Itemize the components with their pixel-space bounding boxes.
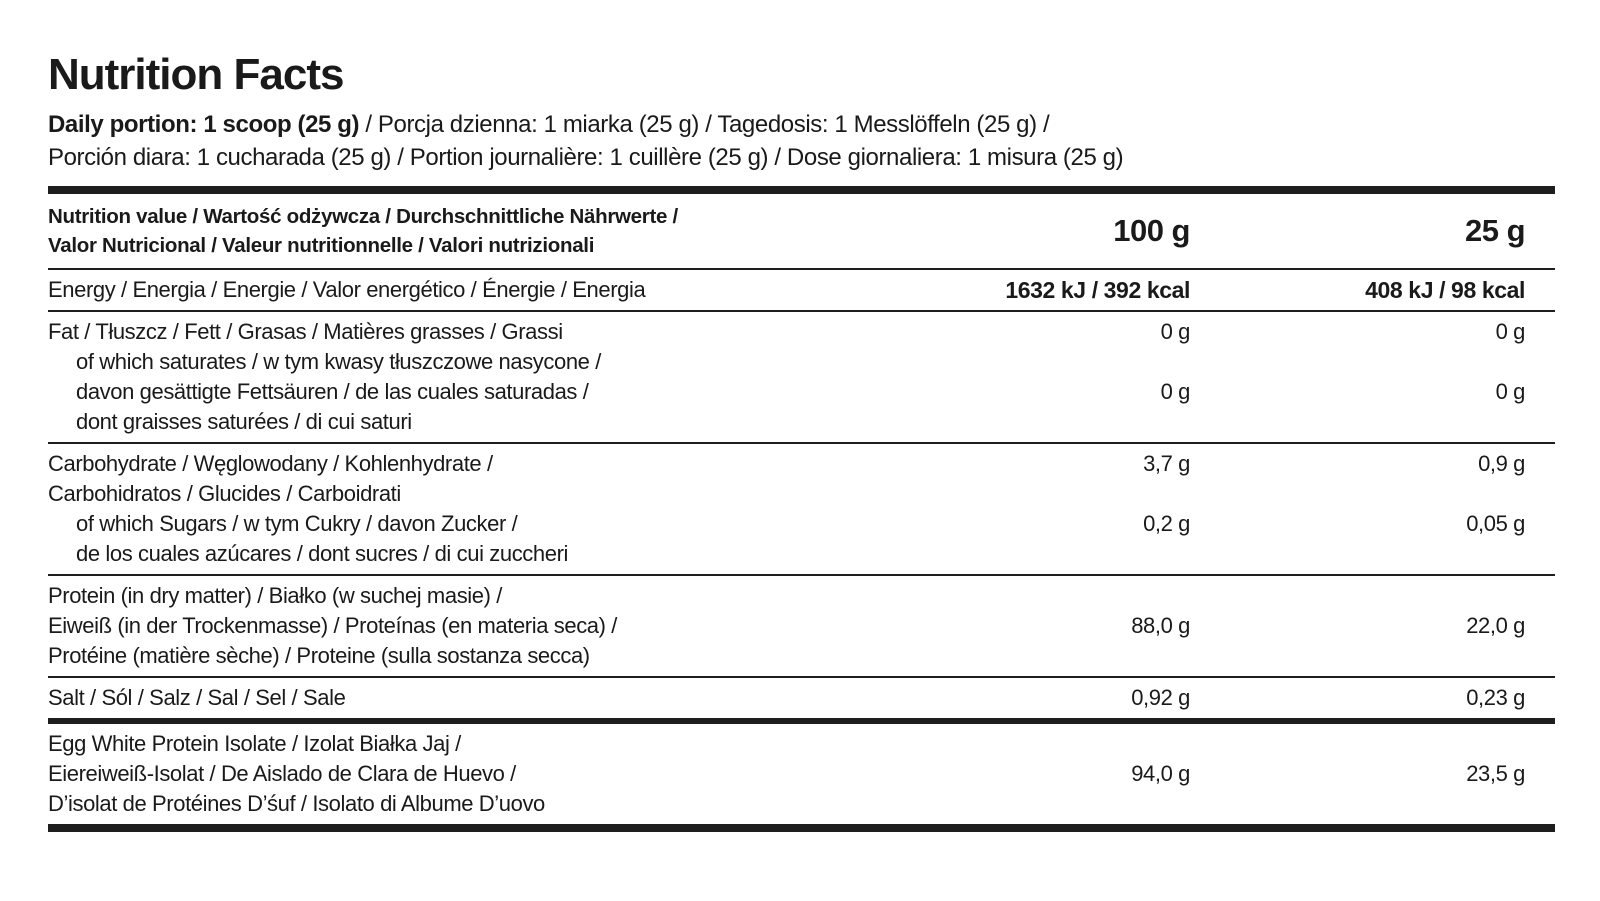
row-fat (48, 312, 1555, 444)
table-header-row (48, 194, 1555, 270)
value-100g: 94,0 g (1131, 761, 1190, 787)
header-label-line-1: Nutrition value / Wartość odżywcza / Durchschnittliche Nährwerte / (48, 204, 678, 228)
header-label-line-2: Valor Nutricional / Valeur nutritionnelle / Valori nutrizionali (48, 233, 595, 257)
value-25g: 22,0 g (1466, 613, 1525, 639)
nutrient-label: Carbohidratos / Glucides / Carboidrati (48, 481, 401, 507)
value-25g: 0,9 g (1478, 451, 1525, 477)
row-protein (48, 576, 1555, 678)
row-energy (48, 270, 1555, 312)
nutrient-label: Energy / Energia / Energie / Valor energético / Énergie / Energia (48, 277, 646, 303)
table-bottom-bar (48, 824, 1555, 832)
daily-portion-rest: / Porcja dzienna: 1 miarka (25 g) / Tagedosis: 1 Messlöffeln (25 g) / (359, 111, 1050, 139)
value-25g: 0 g (1495, 379, 1525, 405)
nutrient-sublabel: davon gesättigte Fettsäuren / de las cuales saturadas / (76, 379, 589, 405)
nutrient-label: Carbohydrate / Węglowodany / Kohlenhydrate / (48, 451, 493, 477)
row-egg-white-protein-isolate (48, 724, 1555, 824)
nutrient-label: Protein (in dry matter) / Białko (w suchej masie) / (48, 583, 502, 609)
nutrient-label: Eiweiß (in der Trockenmasse) / Proteínas (en materia seca) / (48, 613, 617, 639)
value-100g: 0 g (1160, 319, 1190, 345)
row-carbohydrate (48, 444, 1555, 576)
daily-portion-bold: Daily portion: 1 scoop (25 g) (48, 111, 360, 139)
col-header-100g: 100 g (1113, 213, 1190, 249)
nutrient-sublabel: dont graisses saturées / di cui saturi (76, 409, 412, 435)
nutrient-sublabel: de los cuales azúcares / dont sucres / di cui zuccheri (76, 541, 568, 567)
nutrient-label: Fat / Tłuszcz / Fett / Grasas / Matières grasses / Grassi (48, 319, 563, 345)
value-100g: 0,2 g (1143, 511, 1190, 537)
nutrient-sublabel: of which saturates / w tym kwasy tłuszczowe nasycone / (76, 349, 601, 375)
nutrient-sublabel: of which Sugars / w tym Cukry / davon Zucker / (76, 511, 518, 537)
value-25g: 0,23 g (1466, 685, 1525, 711)
nutrient-label: D’isolat de Protéines D’śuf / Isolato di Albume D’uovo (48, 791, 545, 817)
value-100g: 1632 kJ / 392 kcal (1005, 276, 1190, 303)
value-25g: 0,05 g (1466, 511, 1525, 537)
value-25g: 23,5 g (1466, 761, 1525, 787)
table-top-bar (48, 186, 1555, 194)
row-salt (48, 678, 1555, 724)
value-25g: 408 kJ / 98 kcal (1365, 276, 1525, 303)
value-100g: 0 g (1160, 379, 1190, 405)
nutrition-table (48, 194, 1555, 824)
nutrient-label: Salt / Sól / Salz / Sal / Sel / Sale (48, 685, 346, 711)
page-title: Nutrition Facts (48, 50, 344, 99)
portion-line-2: Porción diara: 1 cucharada (25 g) / Portion journalière: 1 cuillère (25 g) / Dose giornaliera: 1 misura (25 g) (48, 144, 1124, 172)
value-100g: 0,92 g (1131, 685, 1190, 711)
value-25g: 0 g (1495, 319, 1525, 345)
portion-line-1 (48, 108, 1555, 141)
value-100g: 88,0 g (1131, 613, 1190, 639)
nutrient-label: Protéine (matière sèche) / Proteine (sulla sostanza secca) (48, 643, 590, 669)
col-header-25g: 25 g (1464, 213, 1525, 249)
header-label (48, 202, 890, 260)
nutrient-label: Egg White Protein Isolate / Izolat Białka Jaj / (48, 731, 461, 757)
value-100g: 3,7 g (1143, 451, 1190, 477)
nutrient-label: Eiereiweiß-Isolat / De Aislado de Clara de Huevo / (48, 761, 516, 787)
